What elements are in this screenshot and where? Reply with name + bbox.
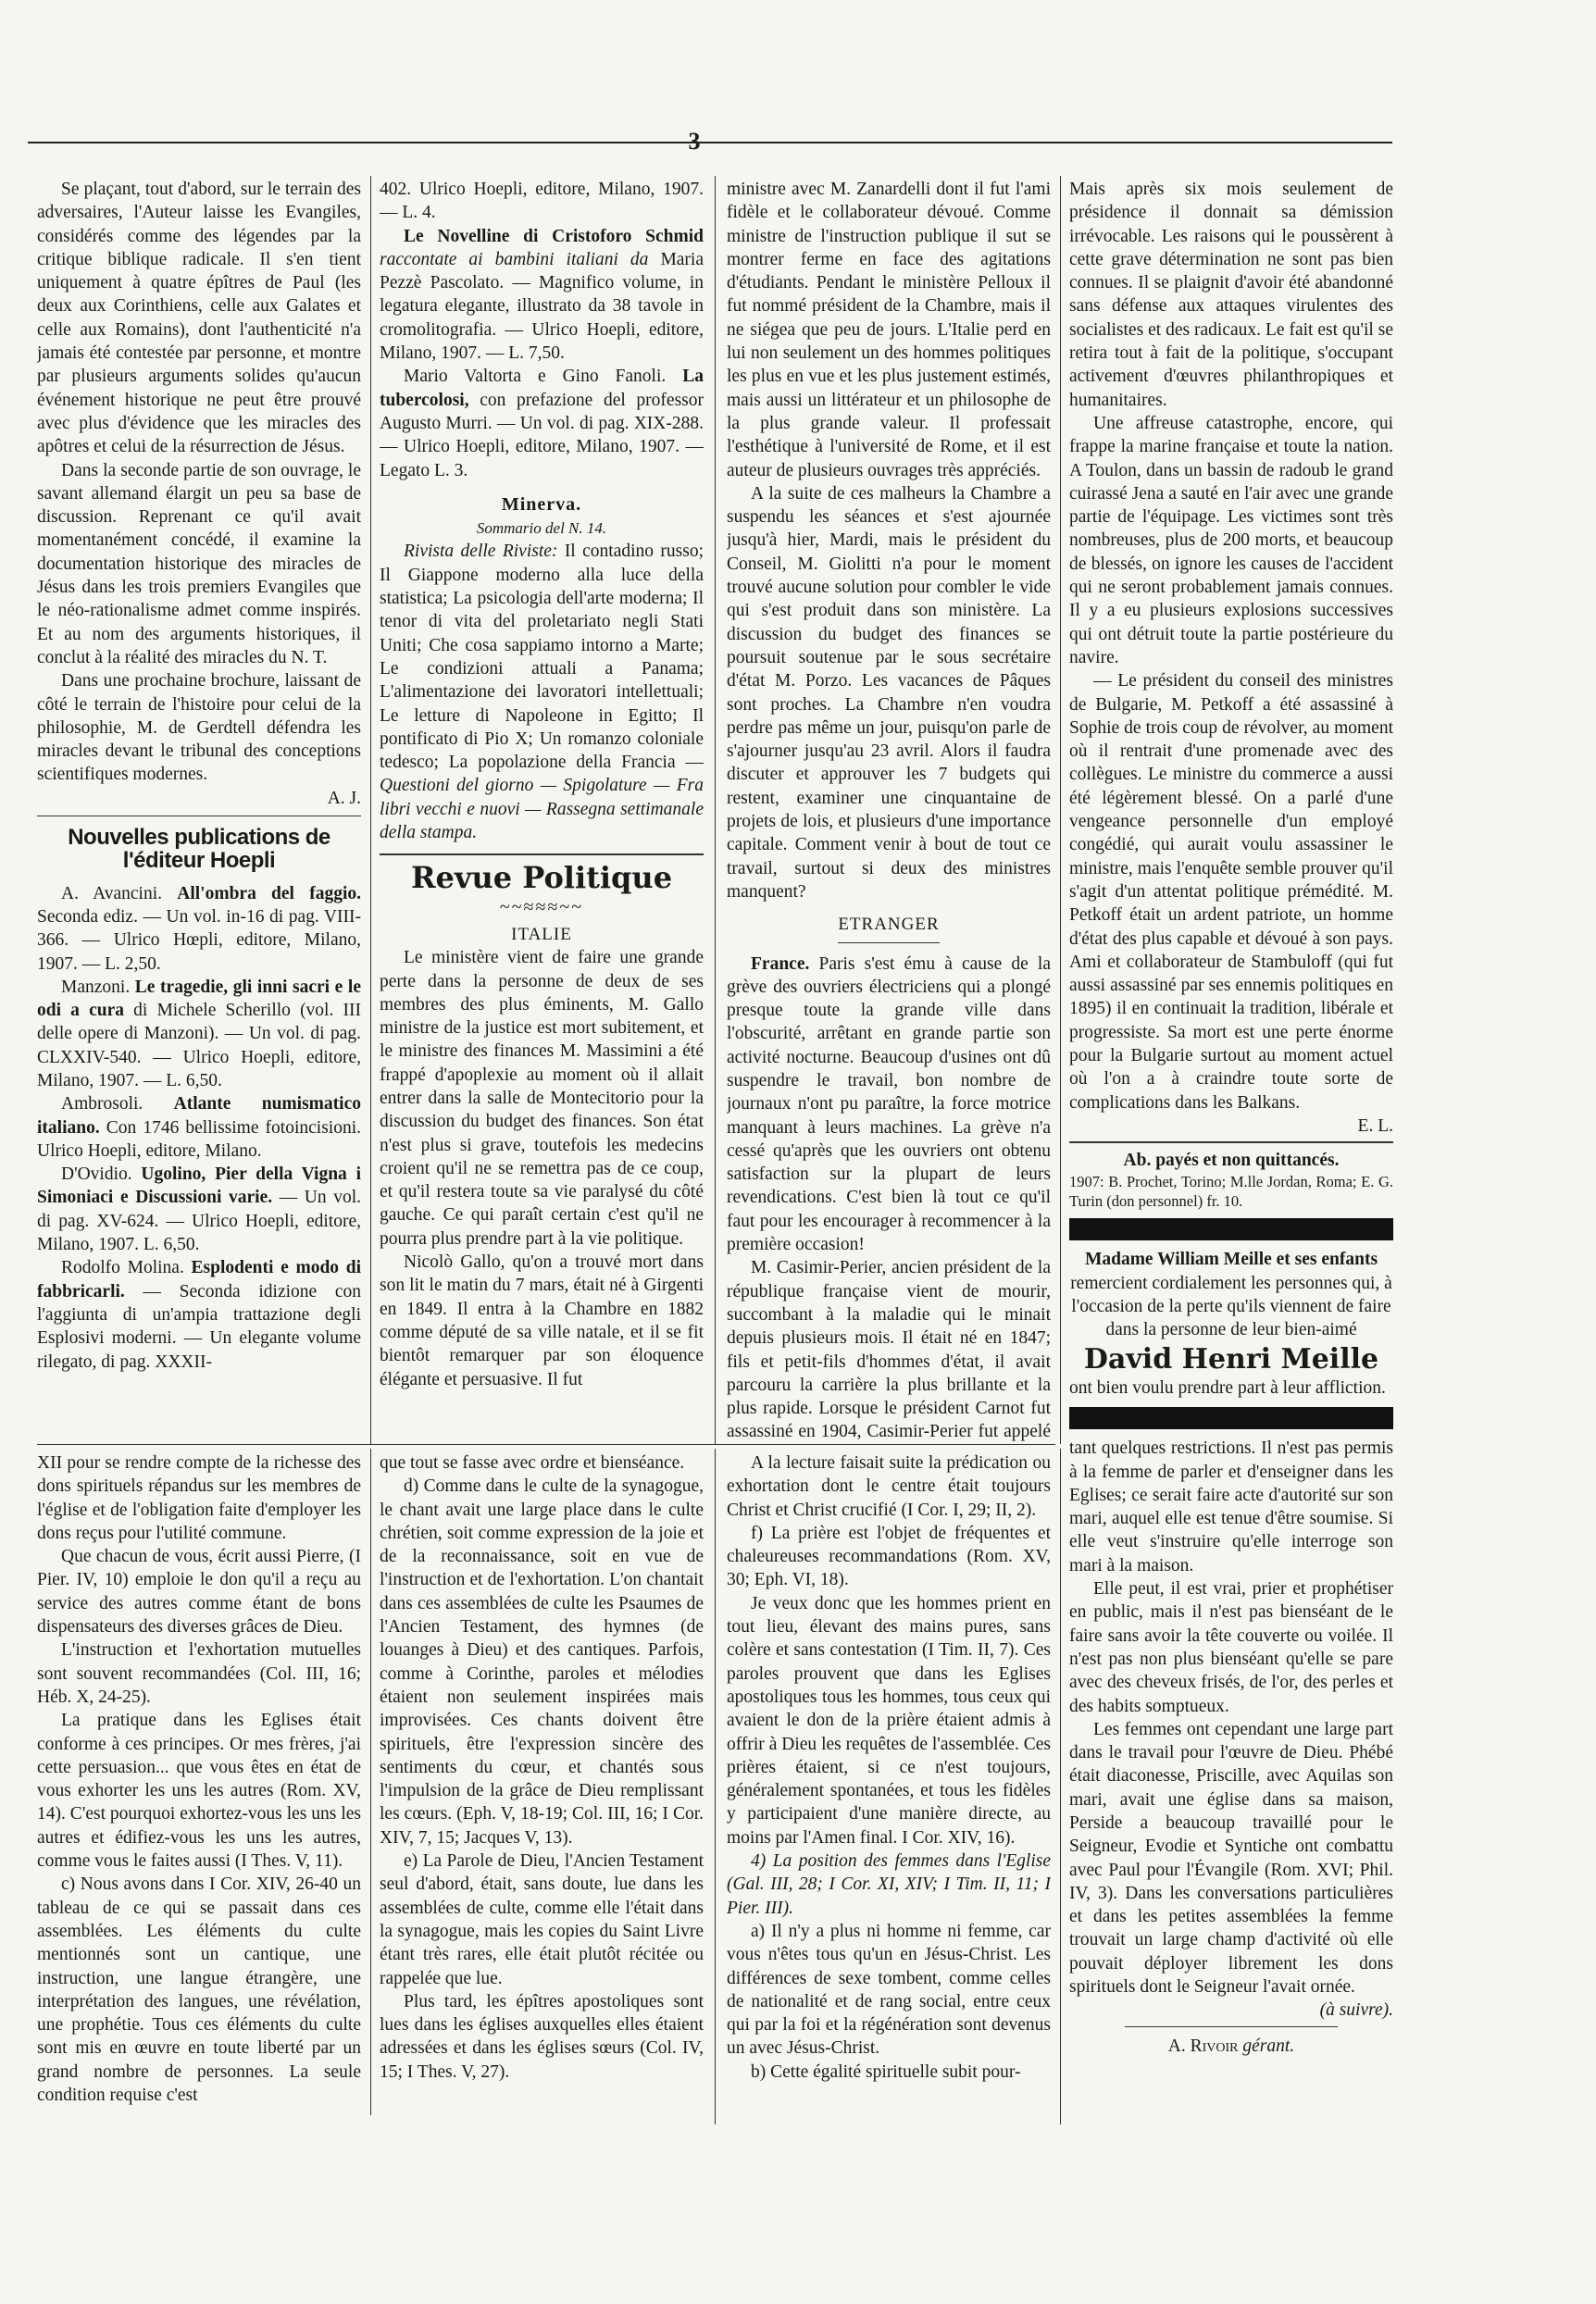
article-paragraph: Elle peut, il est vrai, prier et prophétiser en public, mais il n'est pas bienséant de le faire sans avoir la tête couverte ou voilée. Il n'est pas non plus bienséant qu'elle se pare avec des cheveux frisés, de l'or, des perles et des habits somptueux. bbox=[1069, 1579, 1393, 1716]
column-rule bbox=[1060, 176, 1061, 1444]
article-paragraph: M. Casimir-Perier, ancien président de la république française vient de mourir, succombant à la maladie qui le minait depuis plusieurs mois. Il était né en 1847; fils et petit-fils d'hommes d'état, il avait parcouru la carrière la plus brillante et la plus rapide. Lorsque le président Carnot fut assassiné en 1904, Casimir-Perier fut appelé bbox=[727, 1258, 1051, 1441]
article-paragraph: f) La prière est l'objet de fréquentes et chaleureuses recommandations (Rom. XV, 30; Eph. VI, 18). bbox=[727, 1523, 1051, 1590]
column-2-top bbox=[380, 178, 704, 1441]
meille-notice: Madame William Meille et ses enfants remercient cordialement les personnes qui, à l'occasion de la perte qu'ils viennent de faire dans la personne de leur bien-aimé bbox=[1070, 1250, 1392, 1340]
publication-entry: Le Novelline di Cristoforo Schmid raccontate ai bambini italiani da Maria Pezzè Pascolato. — Magnifico volume, in legatura elegante, illustrato da 38 tavole in cromolitografia. — Ulrico Hoepli, editore, Milano, 1907. — L. 7,50. bbox=[380, 226, 704, 364]
publication-entry: Manzoni. Le tragedie, gli inni sacri e le odi a cura di Michele Scherillo (vol. III delle opere di Manzoni). — Un vol. di pag. CLXXIV-540. — Ulrico Hoepli, editore, Milano, 1907. — L. 6,50. bbox=[37, 977, 361, 1090]
article-paragraph: Je veux donc que les hommes prient en tout lieu, élevant des mains pures, sans colère et sans contestation (I Tim. II, 7). Ces paroles prouvent que dans les Eglises apostoliques tous les hommes, tous ceux qui avaient le don de la prière étaient admis à offrir à Dieu les requêtes de l'assemblée. Ces prières étaient, si ce n'est toujours, généralement spontanées, et tous les fidèles y participaient d'une manière directe, au moins par l'Amen final. I Cor. XIV, 16). bbox=[727, 1593, 1051, 1848]
publication-entry: Ambrosoli. Atlante numismatico italiano. Con 1746 bellissime fotoincisioni. Ulrico Hoepli, editore, Milano. bbox=[37, 1094, 361, 1161]
article-paragraph: Le ministère vient de faire une grande perte dans la personne de deux de ses membres des plus éminents, M. Gallo ministre de la justice est mort subitement, et le ministre des finances M. Massimini a été frappé d'apoplexie au moment où il allait entrer dans la salle de Montecitorio pour la discussion du budget des finances. Son état n'est plus si grave, toutefois les medecins croient qu'il ne se remettra pas de ce coup, et qu'il restera toute sa vie paralysé du côté gauche. Ce qui paraît certain c'est qu'il ne pourra plus prendre part à la vie politique. bbox=[380, 948, 704, 1249]
minerva-contents: Rivista delle Riviste: Il contadino russo; Il Giappone moderno alla luce della statistica; La psicologia dell'arte moderna; Il tenor di vita del proletariato negli Stati Uniti; Che cosa sappiamo intorno a Marte; Le condizioni attuali a Panama; L'alimentazione dei lavoratori intellettuali; Le letture di Napoleone in Egitto; Il pontificato di Pio X; Un romanzo coloniale tedesco; La popolazione della Francia — Questioni del giorno — Spigolature — Fra libri vecchi e nuovi — Rassegna settimanale della stampa. bbox=[380, 542, 704, 843]
etranger-heading: ETRANGER bbox=[838, 915, 940, 935]
article-signature: E. L. bbox=[1357, 1115, 1393, 1136]
article-paragraph: A la lecture faisait suite la prédication ou exhortation dont le centre était toujours Christ et Christ crucifié (I Cor. I, 29; II, 2). bbox=[727, 1453, 1051, 1520]
article-paragraph: Dans une prochaine brochure, laissant de côté le terrain de l'histoire pour celui de la philosophie, M. de Gerdtell défendra les miracles devant le tribunal des conceptions scientifiques modernes. bbox=[37, 671, 361, 785]
meille-outro: ont bien voulu prendre part à leur affliction. bbox=[1069, 1377, 1386, 1398]
payes-heading: Ab. payés et non quittancés. bbox=[1123, 1151, 1340, 1171]
rule bbox=[838, 942, 940, 943]
column-3-bottom bbox=[727, 1451, 1051, 2127]
article-paragraph: — Le président du conseil des ministres de Bulgarie, M. Petkoff a été assassiné à Sophie de trois coup de révolver, au moment où il rentrait d'une promenade avec des collègues. Le ministre du commerce a aussi été légèrement blessé. On a parlé d'une vengeance personnelle d'un employé congédié, qui aurait voulu assassiner le ministre, mais l'enquête semble prouver qu'il s'agit d'un attentat politique prémédité. M. Petkoff était un ardent patriote, un homme d'état des plus capable et dévoué à son pays. Ami et collaborateur de Stambuloff (qui fut aussi assassiné par ses ennemis politiques en 1895) il en continuait la tradition, libérale et progressiste. Sa mort est une perte énorme pour la Bulgarie surtout au moment actuel où l'on a à craindre toute sorte de complications dans les Balkans. bbox=[1069, 671, 1393, 1113]
publication-entry: Mario Valtorta e Gino Fanoli. La tubercolosi, con prefazione del professor Augusto Murri. — Un vol. di pag. XIX-288. — Ulrico Hoepli, editore, Milano, 1907. — Legato L. 3. bbox=[380, 367, 704, 480]
article-paragraph: XII pour se rendre compte de la richesse des dons spirituels répandus sur les membres de l'église et de l'obligation faite d'employer les dons reçus pour l'utilité commune. bbox=[37, 1453, 361, 1543]
header-rule bbox=[28, 142, 1392, 143]
article-paragraph: ministre avec M. Zanardelli dont il fut l'ami fidèle et le collaborateur dévoué. Comme ministre de l'instruction publique il sut se montrer ferme en face des agitations d'étudiants. Pendant le ministère Pelloux il fut nommé président de la Chambre, mais il ne siégea que peu de jours. L'Italie perd en lui non seulement un des hommes politiques les plus en vue et les plus justement estimés, mais aussi un littérateur et un philosophe de la plus grande valeur. Il professait l'esthétique à l'université de Rome, et il est auteur de plusieurs ouvrages très appréciés. bbox=[727, 180, 1051, 480]
minerva-subtitle: Sommario del N. 14. bbox=[476, 519, 607, 538]
italie-heading: ITALIE bbox=[511, 924, 572, 944]
meille-name: David Henri Meille bbox=[1083, 1342, 1379, 1376]
page-number: 3 bbox=[688, 128, 701, 155]
article-paragraph: Une affreuse catastrophe, encore, qui frappe la marine française et toute la nation. A Toulon, dans un bassin de radoub le grand cuirassé Jena a sauté en l'air avec une grande partie de l'équipage. Les victimes sont très nombreuses, plus de 200 morts, et beaucoup de blessés, on ignore les causes de l'accident qui ne seront probablement jamais connues. Il y a eu plusieurs explosions successives qui ont détruit toute la partie postérieure du navire. bbox=[1069, 413, 1393, 667]
revue-politique-title: Revue Politique bbox=[410, 860, 673, 896]
rule bbox=[380, 853, 704, 855]
to-be-continued: (à suivre). bbox=[1319, 2000, 1393, 2021]
article-paragraph: Plus tard, les épîtres apostoliques sont lues dans les églises auxquelles elles étaient adressées et dans les églises sœurs (Col. IV, 15; I Thes. V, 27). bbox=[380, 1991, 704, 2082]
article-signature: A. J. bbox=[327, 788, 361, 808]
hoepli-heading: Nouvelles publications de l'éditeur Hoepli bbox=[68, 825, 330, 874]
article-paragraph: 4) La position des femmes dans l'Eglise (Gal. III, 28; I Cor. XI, XIV; I Tim. II, 11; I Pier. III). bbox=[727, 1851, 1051, 1918]
article-paragraph: A la suite de ces malheurs la Chambre a suspendu les séances et s'est ajournée jusqu'à hier, Mardi, mais le président du Conseil, M. Giolitti n'a pour le moment trouvé aucune solution pour combler le vide qui s'est produit dans son ministère. La discussion du budget des finances se poursuit soutenue par le sous secrétaire d'état M. Porzo. Les vacances de Pâques sont proches. La Chambre n'en voudra perdre pas même un jour, puisqu'on parle de s'ajourner jusqu'au 23 avril. Alors il faudra discuter et approuver les 7 budgets qui restent, examiner une cinquantaine de projets de lois, et plusieurs d'une importance capitale. Comment venir à bout de tout ce travail, surtout si deux des ministres manquent? bbox=[727, 483, 1051, 902]
article-paragraph: L'instruction et l'exhortation mutuelles sont souvent recommandées (Col. III, 16; Héb. X, 24-25). bbox=[37, 1640, 361, 1707]
article-paragraph: que tout se fasse avec ordre et bienséance. bbox=[380, 1453, 685, 1473]
article-paragraph: a) Il n'y a plus ni homme ni femme, car vous n'êtes tous qu'un en Jésus-Christ. Les différences de sexe tombent, comme celles de nationalité et de rang social, entre ceux qui par la foi et la régénération sont devenus un avec Jésus-Christ. bbox=[727, 1921, 1051, 2059]
column-2-bottom bbox=[380, 1451, 704, 2127]
article-paragraph: e) La Parole de Dieu, l'Ancien Testament seul d'abord, était, sans doute, lue dans les assemblées de culte, comme elle l'était dans la synagogue, mais les copies du Saint Livre étant très rares, elle était plutôt récitée ou rappelée que lue. bbox=[380, 1851, 704, 1988]
column-4 bbox=[1069, 178, 1393, 2140]
article-paragraph: d) Comme dans le culte de la synagogue, le chant avait une large place dans le culte chrétien, soit comme expression de la joie et de la reconnaissance, soit en vue de l'instruction et de l'exhortation. L'on chantait dans ces assemblées de culte les Psaumes de l'Ancien Testament, des hymnes (de louanges à Dieu) et des cantiques. Parfois, comme à Corinthe, paroles et mélodies étaient non seulement inspirées mais improvisées. Ces chants doivent être spirituels, être l'expression sincère des sentiments du cœur, et chantés sous l'impulsion de la grâce de Dieu remplissant les cœurs. (Eph. V, 18-19; Col. III, 16; I Cor. XIV, 7, 15; Jacques V, 13). bbox=[380, 1476, 704, 1848]
column-rule bbox=[715, 176, 716, 1444]
column-rule bbox=[1060, 1449, 1061, 2124]
article-paragraph: Les femmes ont cependant une large part dans le travail pour l'œuvre de Dieu. Phébé était diaconesse, Priscille, avec Aquilas son mari, avait une église dans sa maison, Perside a beaucoup travaillé pour le Seigneur, Evodie et Syntiche ont combattu avec Paul pour l'Évangile (Rom. XVI; Phil. IV, 3). Dans les conversations particulières et dans les petites assemblées la femme trouvait un large champ d'activité où elle pouvait déployer librement les dons spirituels dont le Seigneur l'avait ornée. bbox=[1069, 1719, 1393, 1998]
column-1-top bbox=[37, 178, 361, 1441]
publication-continuation: 402. Ulrico Hoepli, editore, Milano, 1907. — L. 4. bbox=[380, 180, 704, 223]
column-3-top bbox=[727, 178, 1051, 1441]
article-paragraph: Se plaçant, tout d'abord, sur le terrain des adversaires, l'Auteur laisse les Evangiles, considérés comme des légendes par la critique biblique radicale. Il s'en tient uniquement à quatre épîtres de Paul (les deux aux Corinthiens, celle aux Galates et celle aux Romains), dont l'authenticité n'a jamais été contestée par personne, et montre par plusieurs arguments solides qu'aucun événement historique ne peut être prouvé avec plus d'évidence que les miracles des apôtres et celui de la résurrection de Jésus. bbox=[37, 180, 361, 457]
publication-entry: A. Avancini. All'ombra del faggio. Seconda ediz. — Un vol. in-16 di pag. VIII-366. — Ulrico Hœpli, editore, Milano, 1907. — L. 2,50. bbox=[37, 883, 361, 974]
article-paragraph: Que chacun de vous, écrit aussi Pierre, (I Pier. IV, 10) emploie le don qu'il a reçu au service des autres comme étant de bons dispensateurs des diverses grâces de Dieu. bbox=[37, 1547, 361, 1638]
article-paragraph: tant quelques restrictions. Il n'est pas permis à la femme de parler et d'enseigner dans les Eglises; ce serait faire acte d'autorité sur son mari, auquel elle est tenue d'être soumise. Si elle veut s'instruire qu'elle interroge son mari à la maison. bbox=[1069, 1438, 1393, 1575]
article-paragraph: Nicolò Gallo, qu'on a trouvé mort dans son lit le matin du 7 mars, était né à Girgenti en 1849. Il entra à la Chambre en 1882 comme député de sa ville natale, et il se fit bientôt remarquer par son éloquence élégante et persuasive. Il fut bbox=[380, 1252, 704, 1389]
rule bbox=[1125, 2026, 1338, 2027]
rule bbox=[1069, 1141, 1393, 1143]
black-rule bbox=[1069, 1407, 1393, 1429]
france-label: France. bbox=[751, 953, 810, 974]
publication-entry: D'Ovidio. Ugolino, Pier della Vigna i Simoniaci e Discussioni varie. — Un vol. di pag. XV-624. — Ulrico Hoepli, editore, Milano, 1907. L. 6,50. bbox=[37, 1164, 361, 1255]
article-paragraph: Mais après six mois seulement de présidence il donnait sa démission irrévocable. Les raisons qui le poussèrent à cette grave détermination ne sont pas bien connues. Il se plaignit d'avoir été abandonné sans défense aux attaques virulentes des socialistes et des radicaux. Le fait est qu'il se retira tout à fait de la politique, s'occupant activement d'œuvres philanthropiques et humanitaires. bbox=[1069, 180, 1393, 410]
column-1-bottom bbox=[37, 1451, 361, 2127]
article-paragraph: France. Paris s'est ému à cause de la grève des ouvriers électriciens qui a plongé presque toute la grande ville dans l'obscurité, arrêtant en grande partie son activité nocturne. Beaucoup d'usines ont dû suspendre le travail, bon nombre de journaux n'ont pu paraître, la force motrice manquant à leurs machines. La grève n'a cessé qu'après que les ouvriers ont obtenu satisfaction sur la plupart de leurs revendications. C'est bien là tout ce qu'il faut pour les encourager à recommencer à la première occasion! bbox=[727, 953, 1051, 1255]
minerva-title: Minerva. bbox=[501, 493, 582, 515]
article-paragraph: Dans la seconde partie de son ouvrage, le savant allemand élargit un peu sa base de discussion. Reprenant ce qu'il avait momentanément concédé, il examine la documentation historique des miracles de Jésus dans les trois premiers Evangiles que le néo-rationalisme admet comme inspirés. Et au nom des arguments historiques, il conclut à la réalité des miracles du N. T. bbox=[37, 460, 361, 667]
article-paragraph: c) Nous avons dans I Cor. XIV, 26-40 un tableau de ce qui se passait dans ces assemblées. Les éléments du culte mentionnés sont un cantique, une instruction, une langue étrangère, une interprétation des langues, une révélation, une prophétie. Tous ces éléments du culte sont mis en œuvre en toute liberté par un grand nombre de personnes. La seule condition requise c'est bbox=[37, 1874, 361, 2106]
column-rule bbox=[370, 176, 371, 1444]
article-paragraph: La pratique dans les Eglises était conforme à ces principes. Or mes frères, j'ai cette persuasion... que vous êtes en état de vous exhorter les uns les autres (Rom. XV, 14). C'est pourquoi exhortez-vous les uns les autres et édifiez-vous les uns les autres, comme vous le faites aussi (I Thes. V, 11). bbox=[37, 1711, 361, 1872]
payes-list: 1907: B. Prochet, Torino; M.lle Jordan, Roma; E. G. Turin (don personnel) fr. 10. bbox=[1069, 1173, 1393, 1211]
article-paragraph: b) Cette égalité spirituelle subit pour- bbox=[751, 2061, 1021, 2082]
gerant-line: A. Rivoir gérant. bbox=[1167, 2036, 1295, 2056]
publication-title: Le Novelline di Cristoforo Schmid bbox=[404, 226, 704, 246]
section-divider bbox=[37, 1444, 1055, 1445]
column-rule bbox=[370, 1449, 371, 2115]
black-rule bbox=[1069, 1218, 1393, 1240]
publication-entry: Rodolfo Molina. Esplodenti e modo di fabbricarli. — Seconda idizione con l'aggiunta di un'ampia trattazione degli Esplosivi moderni. — Un elegante volume rilegato, di pag. XXXII- bbox=[37, 1258, 361, 1372]
ornament: ~~≈≈≈~~ bbox=[499, 896, 584, 917]
column-rule bbox=[715, 1449, 716, 2124]
